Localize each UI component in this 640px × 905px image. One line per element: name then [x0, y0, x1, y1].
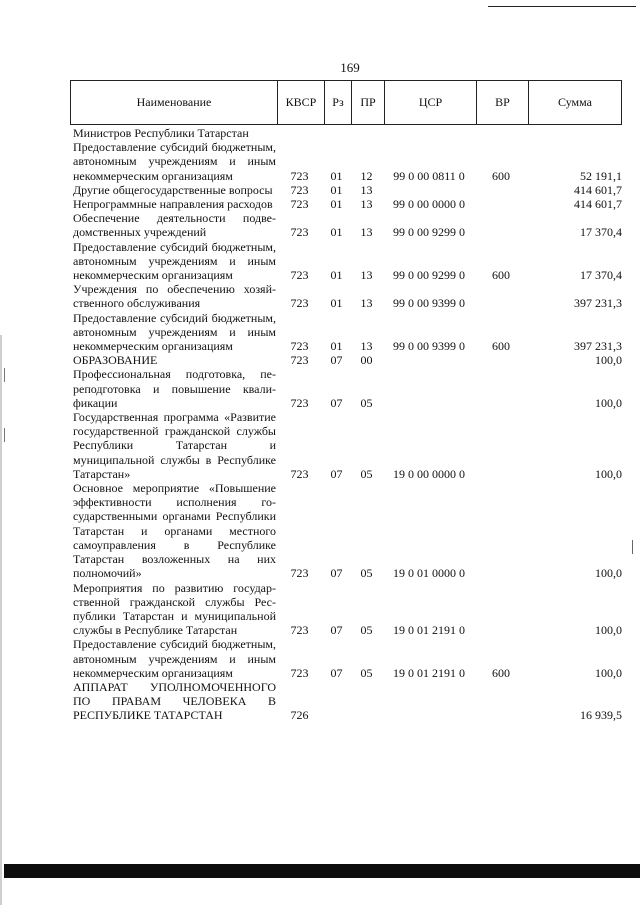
row-csr: 19 0 01 2191 0	[393, 623, 465, 638]
row-rz: 01	[330, 182, 343, 197]
row-pr: 13	[360, 296, 373, 311]
scan-left-edge	[0, 335, 2, 905]
row-vr: 600	[492, 339, 510, 354]
row-name: Предоставление субсидий бюджетным, автономным учреждениям и иным некоммерческим организациям	[73, 239, 276, 283]
row-csr: 19 0 00 0000 0	[393, 466, 465, 481]
row-sum: 100,0	[595, 623, 622, 638]
row-csr: 99 0 00 0811 0	[393, 168, 465, 183]
row-kvsr: 723	[290, 182, 309, 197]
scan-mark	[4, 428, 5, 442]
scan-bottom-edge	[4, 864, 640, 878]
row-kvsr: 723	[290, 623, 309, 638]
row-csr: 99 0 00 9399 0	[393, 339, 465, 354]
row-name: Обеспечение деятельности подведомственных учреждений	[73, 211, 276, 240]
row-rz: 01	[330, 268, 343, 283]
row-name: Предоставление субсидий бюджетным, автономным учреждениям и иным некоммерческим организациям	[73, 637, 276, 680]
row-sum: 17 370,4	[580, 268, 622, 283]
row-pr: 13	[360, 182, 373, 197]
row-vr: 600	[492, 268, 510, 283]
row-rz: 07	[330, 566, 343, 581]
row-rz: 01	[330, 168, 343, 183]
row-pr: 13	[360, 197, 373, 212]
row-pr: 13	[360, 225, 373, 240]
table-row	[70, 410, 626, 481]
row-kvsr: 723	[290, 395, 309, 410]
row-name: Мероприятия по развитию государственной гражданской службы Республики Татарстан и муниципальной службы в Республике Татарстан	[73, 580, 276, 638]
row-kvsr: 723	[290, 168, 309, 183]
row-name: Учреждения по обеспечению хозяйственного обслуживания	[73, 282, 276, 311]
row-pr: 05	[360, 566, 373, 581]
row-pr: 05	[360, 466, 373, 481]
row-sum: 16 939,5	[580, 708, 622, 723]
row-pr: 05	[360, 623, 373, 638]
row-name: Министров Республики Татарстан	[73, 126, 249, 140]
row-pr: 12	[360, 168, 373, 183]
table-row	[70, 183, 626, 197]
row-sum: 17 370,4	[580, 225, 622, 240]
scan-mark	[4, 368, 5, 382]
table-row	[70, 637, 626, 680]
table-row	[70, 126, 626, 140]
row-name: Непрограммные направления расходов	[73, 197, 273, 212]
row-sum: 100,0	[595, 466, 622, 481]
row-kvsr: 723	[290, 225, 309, 240]
row-pr: 00	[360, 353, 373, 368]
page-number: 169	[340, 60, 360, 75]
row-name: ОБРАЗОВАНИЕ	[73, 353, 158, 368]
row-sum: 397 231,3	[574, 296, 622, 311]
row-name: Основное мероприятие «Повышение эффективности исполнения государственными органами Республики Татарстан и органами местного самоуправления в Республике Татарстан возложенных на них полномочий»	[73, 481, 276, 581]
row-rz: 01	[330, 197, 343, 212]
top-rule	[488, 6, 636, 7]
row-sum: 100,0	[595, 353, 622, 368]
row-csr: 19 0 01 0000 0	[393, 566, 465, 581]
row-csr: 19 0 01 2191 0	[393, 665, 465, 680]
row-rz: 07	[330, 395, 343, 410]
row-rz: 07	[330, 665, 343, 680]
row-kvsr: 726	[290, 708, 309, 723]
row-sum: 100,0	[595, 665, 622, 680]
row-name: Другие общегосударственные вопросы	[73, 182, 273, 197]
row-rz: 01	[330, 296, 343, 311]
table-header	[70, 80, 622, 125]
row-pr: 05	[360, 665, 373, 680]
row-kvsr: 723	[290, 197, 309, 212]
row-rz: 01	[330, 225, 343, 240]
row-kvsr: 723	[290, 566, 309, 581]
header-rz: Рз	[332, 95, 344, 109]
row-name: Профессиональная подготовка, переподготовка и повышение квалификации	[73, 367, 276, 410]
row-sum: 100,0	[595, 395, 622, 410]
row-csr: 99 0 00 9299 0	[393, 225, 465, 240]
scan-mark	[632, 540, 633, 554]
row-csr: 99 0 00 9299 0	[393, 268, 465, 283]
header-pr: ПР	[360, 95, 376, 109]
table-body	[70, 126, 626, 723]
row-vr: 600	[492, 168, 510, 183]
header-sum: Сумма	[558, 95, 592, 109]
header-csr: ЦСР	[418, 95, 443, 109]
row-name: Предоставление субсидий бюджетным, автономным учреждениям и иным некоммерческим организациям	[73, 310, 276, 354]
row-kvsr: 723	[290, 665, 309, 680]
table-row	[70, 367, 626, 410]
row-sum: 52 191,1	[580, 168, 622, 183]
row-vr: 600	[492, 665, 510, 680]
row-csr: 99 0 00 9399 0	[393, 296, 465, 311]
row-kvsr: 723	[290, 466, 309, 481]
row-rz: 07	[330, 466, 343, 481]
row-rz: 01	[330, 339, 343, 354]
row-pr: 13	[360, 268, 373, 283]
table-row	[70, 282, 626, 310]
header-kvsr: КВСР	[285, 95, 317, 109]
table-row	[70, 140, 626, 183]
row-name: Предоставление субсидий бюджетным, автономным учреждениям и иным некоммерческим организациям	[73, 140, 276, 183]
table-row	[70, 581, 626, 638]
row-sum: 414 601,7	[574, 182, 622, 197]
table-row	[70, 680, 626, 723]
row-pr: 13	[360, 339, 373, 354]
header-vr: ВР	[495, 95, 510, 109]
row-rz: 07	[330, 353, 343, 368]
row-csr: 99 0 00 0000 0	[393, 197, 465, 212]
row-kvsr: 723	[290, 339, 309, 354]
row-kvsr: 723	[290, 268, 309, 283]
row-sum: 100,0	[595, 566, 622, 581]
header-name: Наименование	[136, 95, 212, 109]
table-row	[70, 353, 626, 367]
row-name: Государственная программа «Развитие государственной гражданской службы Республики Татарстан и муниципальной службы в Республике Татарстан»	[73, 410, 276, 481]
row-sum: 397 231,3	[574, 339, 622, 354]
row-name: АППАРАТ УПОЛНОМОЧЕННОГО ПО ПРАВАМ ЧЕЛОВЕКА В РЕСПУБЛИКЕ ТАТАРСТАН	[73, 679, 276, 723]
row-rz: 07	[330, 623, 343, 638]
row-pr: 05	[360, 395, 373, 410]
table-row	[70, 211, 626, 239]
table-row	[70, 240, 626, 283]
table-row	[70, 481, 626, 580]
row-sum: 414 601,7	[574, 197, 622, 212]
row-kvsr: 723	[290, 296, 309, 311]
row-kvsr: 723	[290, 353, 309, 368]
table-row	[70, 311, 626, 354]
table-row	[70, 197, 626, 211]
